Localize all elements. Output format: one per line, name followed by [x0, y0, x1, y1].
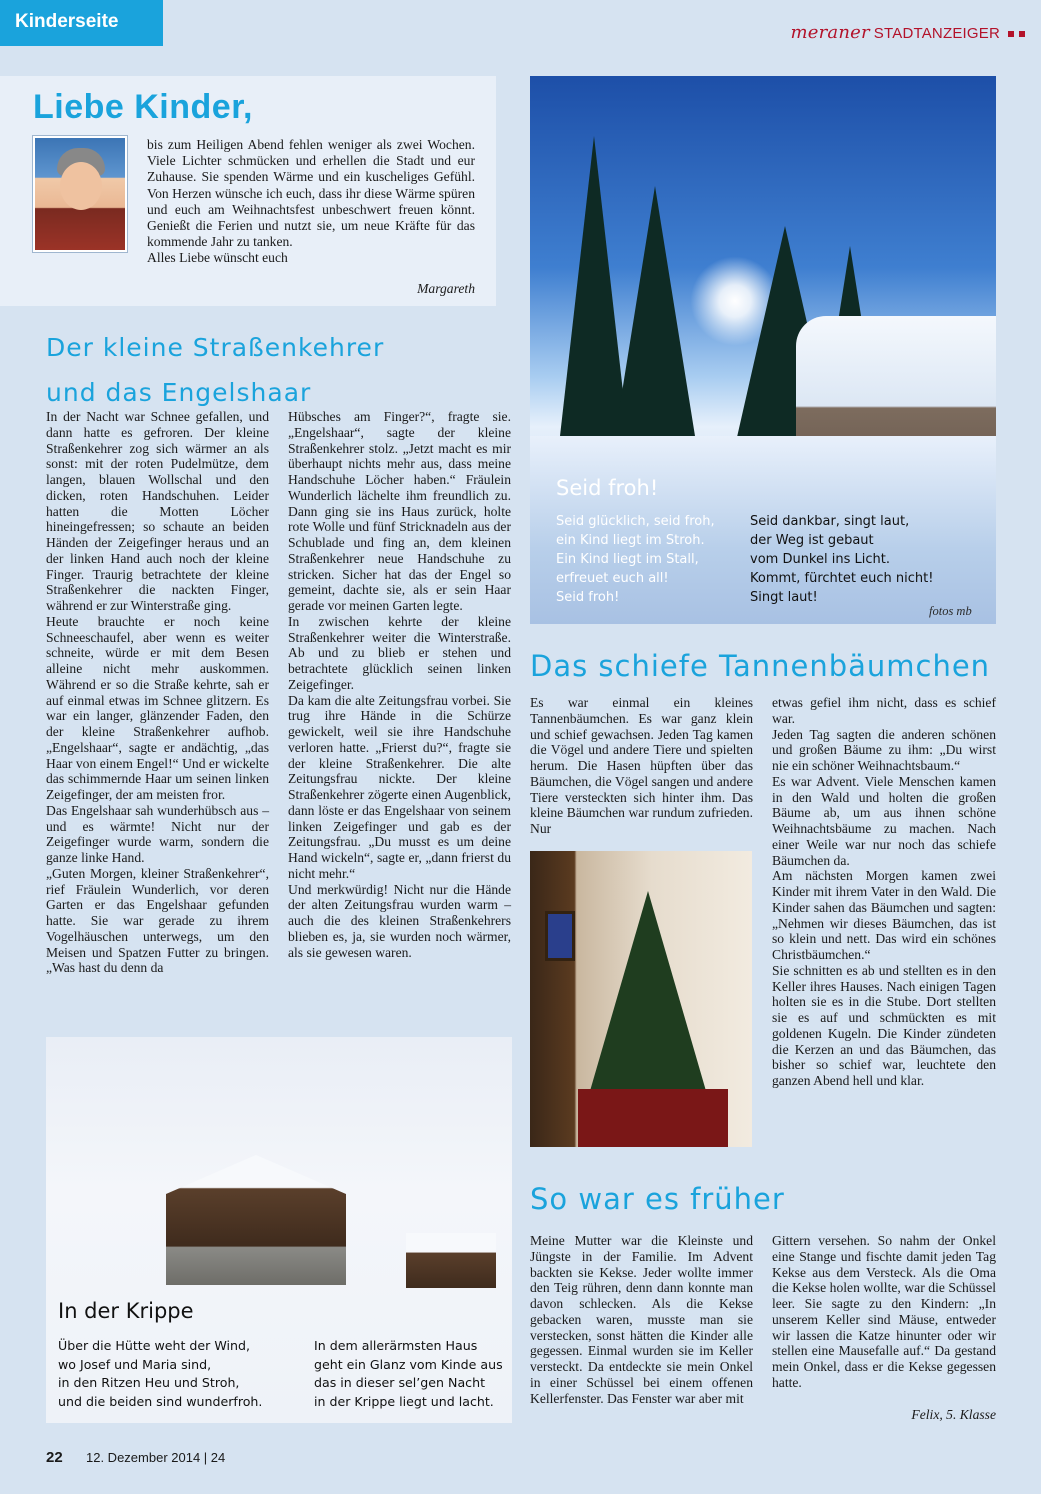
story1-col1: [46, 409, 269, 976]
intro-text: [147, 137, 475, 267]
poem-line: geht ein Glanz vom Kinde aus: [314, 1356, 503, 1372]
paragraph: In der Nacht war Schnee gefallen, und dann hatte es gefroren. Der kleine Straßenkehrer zog sich wärmer an als sonst: mit der roten Pudelmütze, dem langen, blauen Wollschal und den dicken, roten Handschuhen. Leider hatten die Motten Löcher hineingefressen; so schaute an beiden Händen der Zeigefinger heraus und an der linken Hand auch noch der kleine Finger. Traurig betrachtete der kleine Straßenkehrer die nackten Finger, während er zur Winterstraße ging.: [46, 409, 269, 613]
intro-signature: Margareth: [417, 281, 475, 296]
poem-line: in der Krippe liegt und lacht.: [314, 1393, 494, 1409]
paragraph: Sie schnitten es ab und stellten es in den Keller ihres Hauses. Nach einigen Tagen holten sie es in die Stube. Dort stellten sie es auf und schmückten es mit goldenen Kugeln. Die Kinder zündeten die Kerzen an und das Bäumchen, das bisher so schief war, leuchtete den ganzen Abend hell und klar.: [772, 962, 996, 1088]
story1-title-line2: und das Engelshaar: [46, 378, 312, 407]
story2-col2: [772, 695, 996, 1089]
poem2-left: [58, 1337, 262, 1411]
poem1-left: [556, 512, 715, 607]
issue-date: 12. Dezember 2014 | 24: [86, 1450, 226, 1465]
poem-line: vom Dunkel ins Licht.: [750, 552, 890, 567]
brand-name: STADTANZEIGER: [873, 25, 1000, 42]
paragraph: Es war Advent. Viele Menschen kamen in den Wald und holten die großen Bäume ab, um aus ihnen schöne Weihnachtsbäume zu machen. Nach einer Weile war nur noch das schiefe Bäumchen da.: [772, 773, 996, 868]
poem-line: Seid dankbar, singt laut,: [750, 514, 910, 529]
paragraph: In zwischen kehrte der kleine Straßenkehrer weiter die Winterstraße. Ab und zu blieb er stehen und betrachtete glücklich seinen linken Zeigefinger.: [288, 613, 511, 692]
poem-line: Singt laut!: [750, 590, 818, 605]
poem-line: In dem allerärmsten Haus: [314, 1338, 478, 1353]
poem1-right: [750, 512, 933, 607]
paragraph: „Guten Morgen, kleiner Straßenkehrer“, rief Fräulein Wunderlich, vor deren Garten er das Engelshaar gefunden hatte. Sie war gerade zu ihrem Vogelhäuschen unterwegs, um den Meisen und Spatzen Futter zu bringen. „Was hast du denn da: [46, 865, 269, 976]
paragraph: Heute brauchte er noch keine Schneeschaufel, aber wenn es weiter schneite, würde er mit dem Besen alleine nicht mehr auskommen. Während er so die Straße kehrte, sah er auf einmal etwas im Schnee glitzern. Es war ein langer, glänzender Faden, den der kleine Straßenkehrer aufhob. „Engelshaar“, sagte er andächtig, „das Haar von einem Engel!“ Und er wickelte das schimmernde Haar um seinen linken Zeigefinger, der am meisten fror.: [46, 613, 269, 802]
section-tab: Kinderseite: [0, 0, 163, 46]
photo-face: [60, 162, 102, 210]
story1-title-line1: Der kleine Straßenkehrer: [46, 333, 385, 362]
poem-line: Über die Hütte weht der Wind,: [58, 1338, 251, 1353]
paragraph: Gittern versehen. So nahm der Onkel eine Stange und fischte damit jeden Tag Kekse aus dem Versteck. Als die Oma die Kekse holen wollte, war die Schüssel leer. Sie sagte zu den Kindern: „In unserem Keller sind Mäuse, entweder wir lassen die Katze hinunter oder wir stellen eine Mausefalle auf.“ Da gestand mein Onkel, dass er die Kekse gegessen hatte.: [772, 1233, 996, 1390]
brand-logo: [790, 22, 1025, 43]
author-photo: [33, 136, 127, 252]
poem2-title: In der Krippe: [58, 1299, 194, 1323]
fir-tree: [615, 186, 695, 436]
hut-small: [406, 1233, 496, 1288]
story3-title: So war es früher: [530, 1182, 785, 1216]
intro-box: [0, 76, 496, 306]
story3-col2: [772, 1233, 996, 1391]
intro-closing: Alles Liebe wünscht euch: [147, 250, 288, 266]
brand-square: [1019, 31, 1025, 37]
paragraph: etwas gefiel ihm nicht, dass es schief war.: [772, 695, 996, 726]
poem-line: in den Ritzen Heu und Stroh,: [58, 1375, 240, 1390]
paragraph: Meine Mutter war die Kleinste und Jüngste in der Familie. Im Advent backten sie Kekse. Jeder wollte immer den Teig rühren, denn dann konnte man davon schlecken. Als die Kekse gebacken waren, musste man sie verstecken, sonst hätten die Kinder alle gegessen. Einmal wurden sie im Keller versteckt. Da entdeckte sie mein Onkel in einer Schüssel bei einem offenen Kellerfenster. Das Fenster war aber mit: [530, 1233, 753, 1406]
story1-title: [46, 325, 506, 415]
page-number: 22: [46, 1449, 63, 1466]
poem-line: Ein Kind liegt im Stall,: [556, 552, 699, 567]
paragraph: Es war einmal ein kleines Tannenbäumchen. Es war ganz klein und schief gewachsen. Jeden Tag kamen die Vögel und andere Tiere und spielten herum. Die Hasen hüpften über das Bäumchen, die Vögel sangen und andere Tiere versteckten sich hinter ihm. Das kleine Bäumchen war rundum zufrieden. Nur: [530, 695, 753, 836]
poem-line: und die beiden sind wunderfroh.: [58, 1393, 263, 1409]
poem-line: Kommt, fürchtet euch nicht!: [750, 571, 934, 586]
story3-signature: Felix, 5. Klasse: [911, 1407, 996, 1422]
poem-line: Seid froh!: [556, 590, 620, 605]
poem-line: Seid glücklich, seid froh,: [556, 514, 715, 529]
poem2-right: [314, 1337, 503, 1411]
poem-line: wo Josef und Maria sind,: [58, 1356, 212, 1372]
christmas-tree: [590, 891, 706, 1091]
story1-col2: [288, 409, 511, 960]
story3-col1: [530, 1233, 753, 1406]
intro-title: Liebe Kinder,: [33, 88, 253, 126]
story2-title: Das schiefe Tannenbäumchen: [530, 649, 991, 683]
hut: [166, 1155, 346, 1285]
poem-line: das in dieser sel’gen Nacht: [314, 1375, 486, 1390]
christmas-tree-photo: [530, 851, 752, 1147]
paragraph: Und merkwürdig! Nicht nur die Hände der alten Zeitungsfrau wurden warm – auch die des kleinen Straßenkehrers blieben es, ja, sie wurden noch wärmer, als sie gewesen waren.: [288, 881, 511, 960]
winter-chapel-photo: [530, 76, 996, 624]
paragraph: Da kam die alte Zeitungsfrau vorbei. Sie trug ihre Hände in die Schürze gewickelt, weil sie ihre Handschuhe verloren hatte. „Frierst du?“, fragte sie der kleine Straßenkehrer. Die alte Zeitungsfrau nickte. Der kleine Straßenkehrer zögerte einen Augenblick, dann löste er das Engelshaar von seinem linken Zeigefinger und gab es der Zeitungsfrau. „Du musst es um deine Hand wickeln“, sagte er, „dann frierst du nicht mehr.“: [288, 692, 511, 881]
paragraph: Das Engelshaar sah wunderhübsch aus – und es wärmte! Nicht nur der Zeigefinger wurde warm, sondern die ganze linke Hand.: [46, 802, 269, 865]
gift-table: [578, 1089, 728, 1147]
poem1-title: Seid froh!: [556, 476, 659, 500]
poem-line: erfreuet euch all!: [556, 571, 669, 586]
stained-window: [545, 911, 575, 961]
brand-square: [1008, 31, 1014, 37]
intro-paragraph: bis zum Heiligen Abend fehlen weniger als zwei Wochen. Viele Lichter schmücken und erhellen die Stadt und eur Zuhause. Sie spenden Wärme und ein kuscheliges Gefühl. Von Herzen wünsche ich euch, dass ihr diese Wärme spüren und euch am Weihnachtsfest unbeschwert freuen könnt. Genießt die Ferien und nutzt sie, um neue Kräfte für das kommende Jahr zu tanken.: [147, 137, 475, 250]
alpine-hut-photo: [46, 1037, 512, 1423]
poem-line: der Weg ist gebaut: [750, 533, 874, 548]
story2-col1: [530, 695, 753, 837]
paragraph: Am nächsten Morgen kamen zwei Kinder mit ihrem Vater in den Wald. Die Kinder sahen das Bäumchen und sagten: „Nehmen wir dieses Bäumchen, das ist so klein und nett. Das wird ein schönes Christbäumchen.“: [772, 868, 996, 962]
poem-line: ein Kind liegt im Stroh.: [556, 533, 705, 548]
brand-prefix: meraner: [790, 22, 870, 43]
paragraph: Jeden Tag sagten die anderen schönen und großen Bäume zu ihm: „Du wirst nie ein schöner Weihnachtsbaum.“: [772, 726, 996, 773]
photo-credit: fotos mb: [929, 604, 972, 618]
paragraph: Hübsches am Finger?“, fragte sie. „Engelshaar“, sagte der kleine Straßenkehrer stolz. „Jetzt macht es mir überhaupt nichts mehr aus, dass meine Handschuhe Löcher haben.“ Fräulein Wunderlich lächelte ihm freundlich zu. Dann ging sie ins Haus zurück, holte rote Wolle und fünf Stricknadeln aus der Schublade und fing an, dem kleinen Straßenkehrer neue Handschuhe zu stricken. Sicher hat das der Engel so gemeint, dachte sie, als er sein Haar gerade vor meinen Garten legte.: [288, 409, 511, 613]
